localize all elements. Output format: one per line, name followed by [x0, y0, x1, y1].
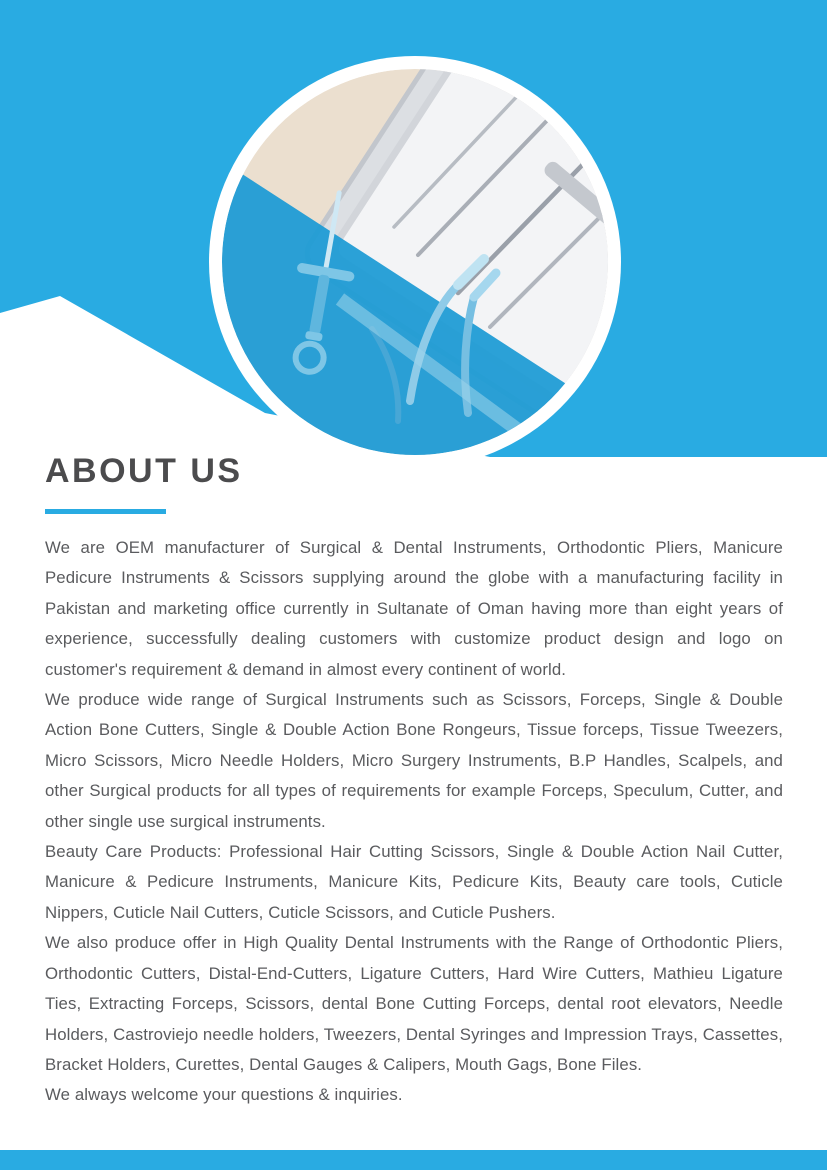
paragraph-company-intro: We are OEM manufacturer of Surgical & Dental Instruments, Orthodontic Pliers, Manicure Pedicure Instruments & Scissors supplying around the globe with a manufacturing facility in Pakistan and marketing office currently in Sultanate of Oman having more than eight years of experience, successfully dealing customers with customize product design and logo on customer's requirement & demand in almost every continent of world.: [45, 538, 783, 679]
paragraph-surgical-range: We produce wide range of Surgical Instruments such as Scissors, Forceps, Single & Double Action Bone Cutters, Single & Double Action Bone Rongeurs, Tissue forceps, Tissue Tweezers, Micro Scissors, Micro Needle Holders, Micro Surgery Instruments, B.P Handles, Scalpels, and other Surgical products for all types of requirements for example Forceps, Speculum, Cutter, and other single use surgical instruments.: [45, 690, 783, 831]
page-title: ABOUT US: [45, 452, 243, 490]
hero-photo-ring: [209, 56, 621, 468]
title-underline: [45, 509, 166, 514]
about-body: [45, 533, 783, 1111]
paragraph-welcome-inquiries: We always welcome your questions & inquiries.: [45, 1085, 403, 1105]
footer-bar: [0, 1150, 827, 1170]
paragraph-dental-range: We also produce offer in High Quality Dental Instruments with the Range of Orthodontic Pliers, Orthodontic Cutters, Distal-End-Cutters, Ligature Cutters, Hard Wire Cutters, Mathieu Ligature Ties, Extracting Forceps, Scissors, dental Bone Cutting Forceps, dental root elevators, Needle Holders, Castroviejo needle holders, Tweezers, Dental Syringes and Impression Trays, Cassettes, Bracket Holders, Curettes, Dental Gauges & Calipers, Mouth Gags, Bone Files.: [45, 933, 783, 1074]
paragraph-beauty-care: Beauty Care Products: Professional Hair Cutting Scissors, Single & Double Action Nail Cutter, Manicure & Pedicure Instruments, Manicure Kits, Pedicure Kits, Beauty care tools, Cuticle Nippers, Cuticle Nail Cutters, Cuticle Scissors, and Cuticle Pushers.: [45, 842, 783, 922]
dental-instruments-photo: [222, 69, 608, 455]
